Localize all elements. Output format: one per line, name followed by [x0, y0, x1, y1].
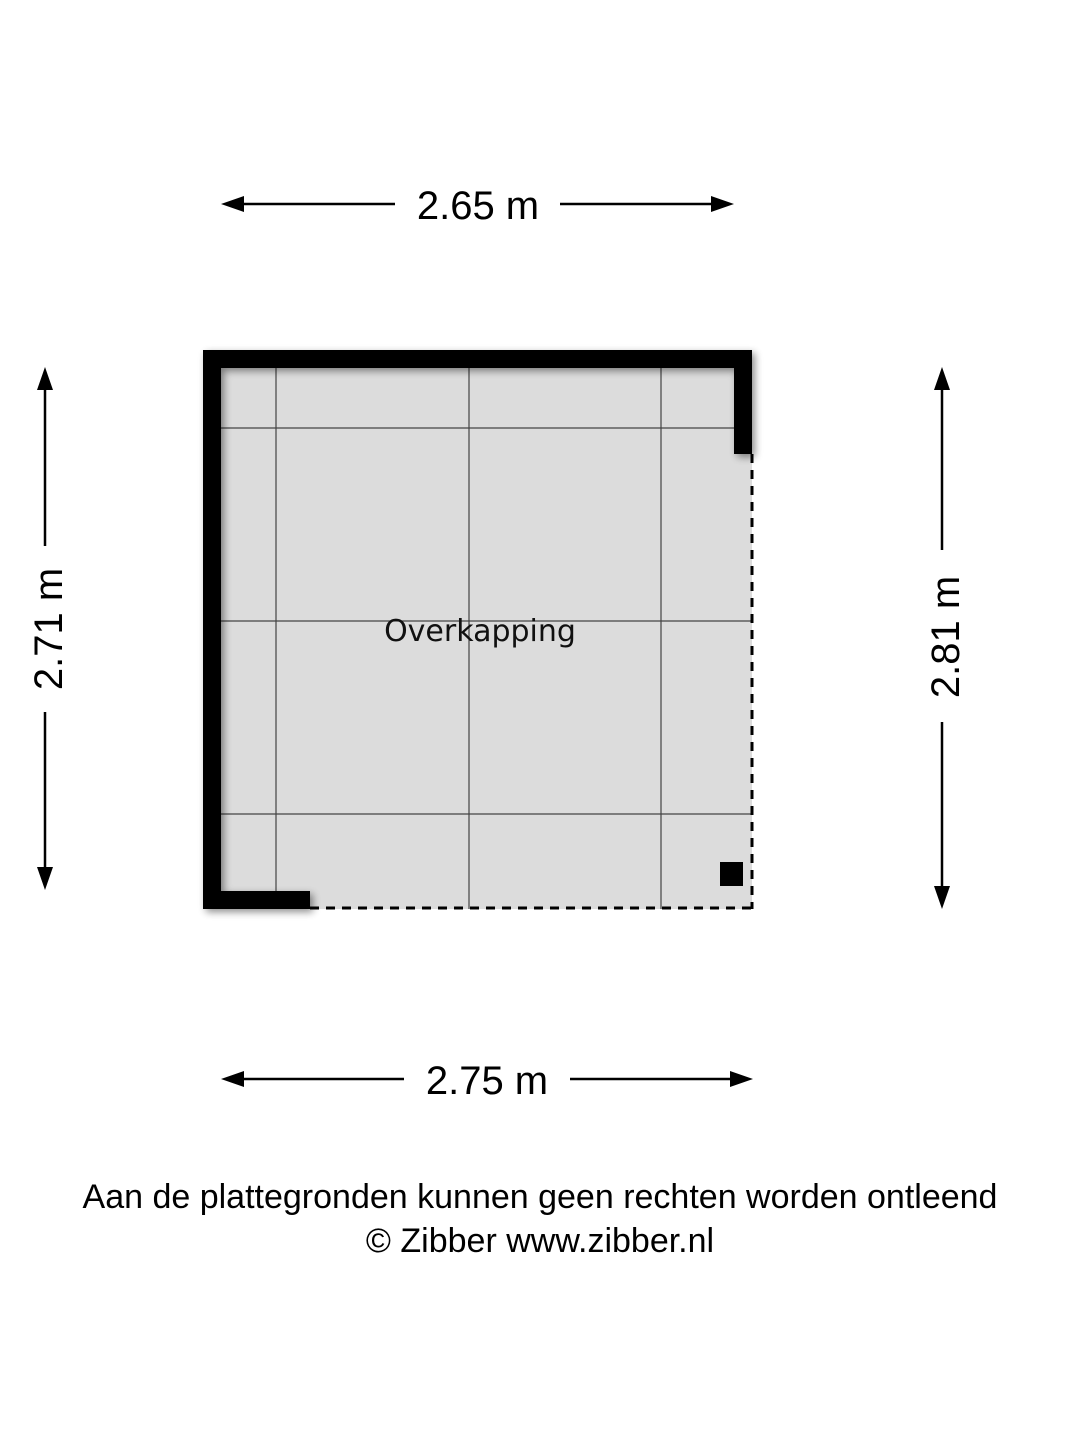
arrow-down-icon [37, 867, 53, 890]
dimension-left-label: 2.71 m [27, 567, 71, 691]
dimension-right [924, 367, 968, 909]
arrow-left-icon [221, 1071, 244, 1087]
dimension-bottom-label: 2.75 m [425, 1059, 549, 1103]
arrow-right-icon [730, 1071, 753, 1087]
dimension-left [27, 367, 71, 890]
dimension-right-label: 2.81 m [924, 575, 968, 699]
room-name: Overkapping [384, 614, 576, 649]
dimension-bottom [221, 1059, 753, 1103]
dimension-top [221, 184, 734, 228]
arrow-right-icon [711, 196, 734, 212]
disclaimer-text: Aan de plattegronden kunnen geen rechten worden ontleend [82, 1178, 998, 1216]
arrow-up-icon [37, 367, 53, 390]
dimension-top-label: 2.65 m [416, 184, 540, 228]
arrow-up-icon [934, 367, 950, 390]
arrow-left-icon [221, 196, 244, 212]
copyright-text: © Zibber www.zibber.nl [365, 1222, 715, 1260]
post-column [720, 862, 743, 886]
arrow-down-icon [934, 886, 950, 909]
